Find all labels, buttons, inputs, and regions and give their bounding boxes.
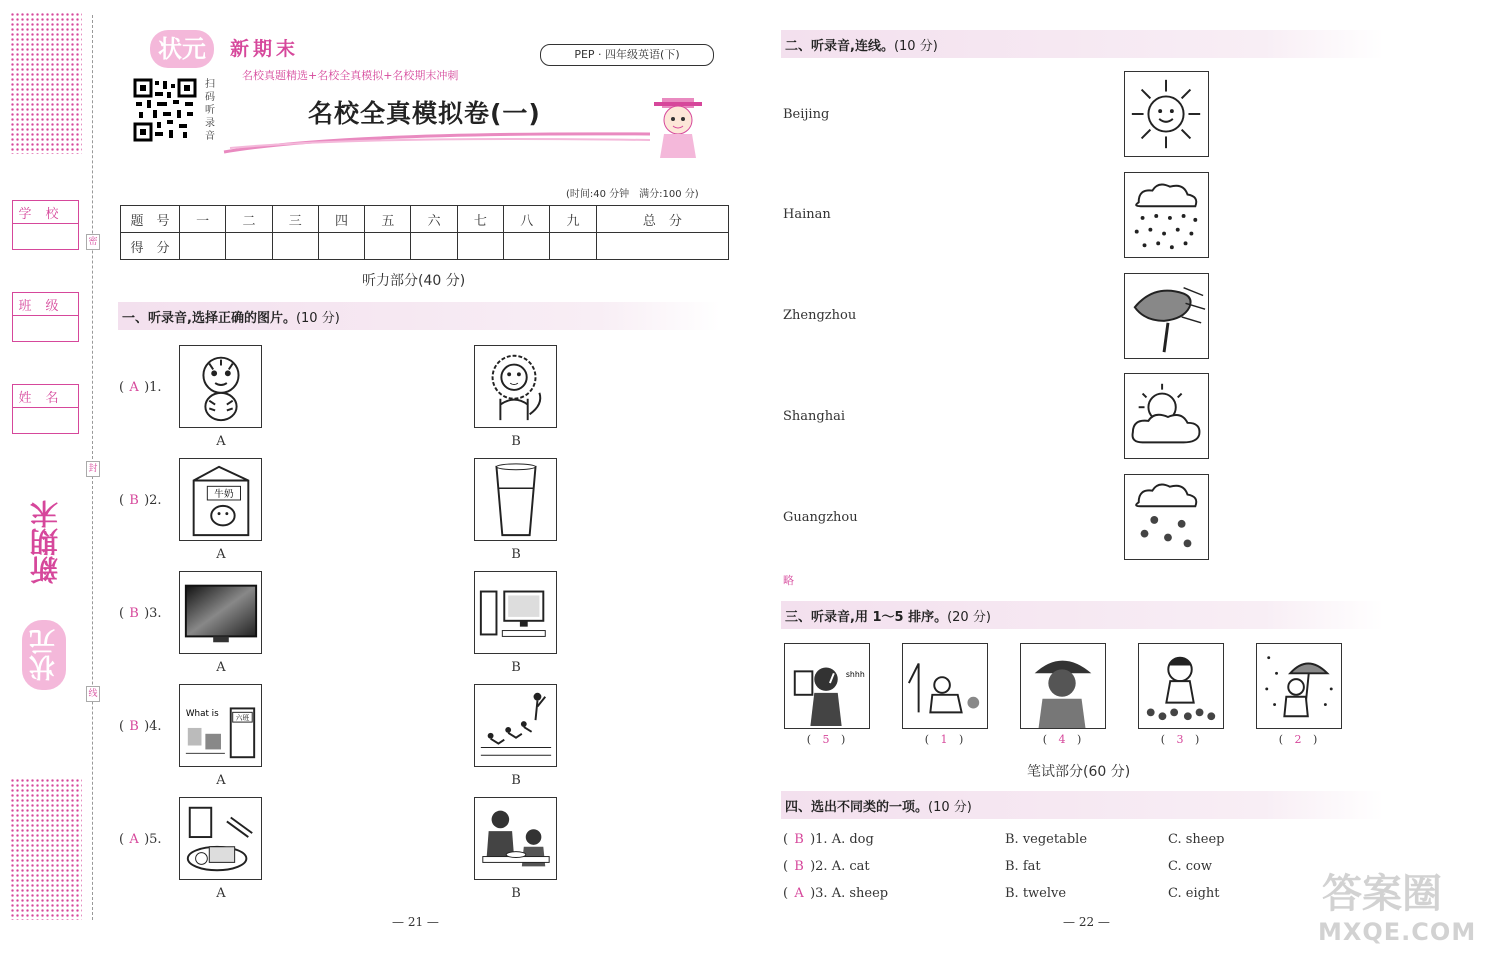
answer-mark: B (129, 719, 139, 734)
table-cell: 七 (457, 206, 503, 233)
milk-label: 牛奶 (214, 489, 234, 501)
option-c: C. sheep (1168, 832, 1225, 847)
school-field[interactable] (12, 200, 79, 250)
running-race-picture[interactable] (474, 684, 557, 767)
grade-badge: PEP · 四年级英语(下) (540, 44, 714, 66)
brand-logo: 状元 (150, 30, 214, 68)
girl-with-umbrella-picture[interactable] (1256, 643, 1342, 729)
title-swoosh (222, 126, 652, 156)
vertical-series-logo: 新期末 (29, 500, 62, 584)
family-dinner-picture[interactable] (474, 797, 557, 880)
option-label: A (216, 886, 226, 901)
option-c: C. eight (1168, 886, 1220, 901)
answer-mark: B (129, 493, 139, 508)
quiet-boy-picture[interactable] (784, 643, 870, 729)
seal-mark: 线 (86, 686, 100, 702)
question-3: ( B )3. (119, 606, 162, 621)
option-label: A (216, 773, 226, 788)
exam-title: 名校全真模拟卷(一) (308, 99, 541, 128)
windy-icon[interactable] (1124, 273, 1209, 359)
name-field[interactable] (12, 384, 79, 434)
section-2-header (781, 30, 1384, 58)
score-cell[interactable] (411, 233, 457, 260)
page-number-right: — 22 — (1063, 915, 1110, 929)
city-shanghai[interactable]: Shanghai (783, 409, 846, 424)
question-row: ( B )2. A. cat (783, 859, 870, 874)
school-label: 学校 (13, 201, 78, 224)
girl-in-garden-picture[interactable] (1138, 643, 1224, 729)
score-cell[interactable] (365, 233, 411, 260)
table-cell: 总 分 (596, 206, 728, 233)
option-b: B. twelve (1005, 886, 1067, 901)
option-label: B (511, 773, 521, 788)
classroom-picture[interactable] (179, 684, 262, 767)
answer-mark: B (794, 832, 804, 847)
question-row: ( A )3. A. sheep (783, 886, 889, 901)
answer-mark: A (794, 886, 804, 901)
section-points: (20 分) (947, 609, 991, 625)
sunny-icon[interactable] (1124, 71, 1209, 157)
qr-code-icon[interactable] (133, 78, 197, 142)
dot-pattern-bottom (10, 778, 82, 920)
city-zhengzhou[interactable]: Zhengzhou (783, 308, 857, 323)
answer-note: 略 (783, 574, 794, 587)
answer-mark: A (129, 380, 139, 395)
series-title: 新期末 (230, 38, 300, 60)
answer-mark: A (129, 832, 139, 847)
lion-picture[interactable] (474, 345, 557, 428)
question-1: ( A )1. (119, 380, 162, 395)
order-answer[interactable]: ( 4 ) (1042, 733, 1082, 746)
option-c: C. cow (1168, 859, 1212, 874)
seal-mark: 封 (86, 461, 100, 477)
rainy-icon[interactable] (1124, 172, 1209, 258)
table-cell: 八 (504, 206, 550, 233)
class-sign: 六班 (235, 714, 250, 723)
option-label: B (511, 660, 521, 675)
option-label: A (216, 434, 226, 449)
section-3-header (781, 601, 1384, 629)
score-cell[interactable] (226, 233, 272, 260)
breakfast-picture[interactable] (179, 797, 262, 880)
table-cell: 二 (226, 206, 272, 233)
score-cell[interactable] (550, 233, 596, 260)
question-4: ( B )4. (119, 719, 162, 734)
table-cell: 五 (365, 206, 411, 233)
whatis-label: What is (185, 709, 219, 720)
option-label: A (216, 660, 226, 675)
written-heading: 笔试部分(60 分) (1027, 764, 1131, 780)
score-cell[interactable] (596, 233, 728, 260)
milk-carton-picture[interactable] (179, 458, 262, 541)
class-label: 班级 (13, 293, 78, 316)
table-cell: 九 (550, 206, 596, 233)
boy-sleeping-picture[interactable] (902, 643, 988, 729)
city-hainan[interactable]: Hainan (783, 207, 831, 222)
glass-of-milk-picture[interactable] (474, 458, 557, 541)
section-4-header (781, 791, 1384, 819)
option-label: B (511, 886, 521, 901)
question-2: ( B )2. (119, 493, 162, 508)
order-answer[interactable]: ( 5 ) (806, 733, 846, 746)
section-title: 二、听录音,连线。 (785, 38, 894, 54)
answer-mark: B (129, 606, 139, 621)
section-1-header (118, 302, 720, 330)
question-row: ( B )1. A. dog (783, 832, 874, 847)
vertical-brand-logo: 状元 (22, 620, 66, 690)
page-number-left: — 21 — (392, 915, 439, 929)
table-cell: 得 分 (121, 233, 180, 260)
option-label: B (511, 434, 521, 449)
seal-mark: 密 (86, 234, 100, 250)
section-points: (10 分) (928, 799, 972, 815)
table-cell: 一 (180, 206, 226, 233)
snowy-icon[interactable] (1124, 474, 1209, 560)
city-beijing[interactable]: Beijing (783, 107, 830, 122)
cloudy-icon[interactable] (1124, 373, 1209, 459)
score-cell[interactable] (318, 233, 364, 260)
tiger-picture[interactable] (179, 345, 262, 428)
class-field[interactable] (12, 292, 79, 342)
table-cell: 三 (272, 206, 318, 233)
section-points: (10 分) (893, 38, 938, 54)
dot-pattern-top (10, 12, 82, 154)
shhh-text: shhh (845, 670, 865, 680)
score-cell[interactable] (180, 233, 226, 260)
score-table (120, 205, 729, 260)
listening-heading: 听力部分(40 分) (362, 273, 466, 289)
name-label: 姓名 (13, 385, 78, 408)
option-b: B. vegetable (1005, 832, 1088, 847)
answer-mark: B (794, 859, 804, 874)
table-cell: 四 (318, 206, 364, 233)
section-points: (10 分) (295, 310, 340, 326)
option-label: A (216, 547, 226, 562)
watermark-logo: 答案圈 (1322, 871, 1442, 917)
score-table-score-row (121, 233, 729, 260)
table-cell: 六 (411, 206, 457, 233)
score-cell[interactable] (504, 233, 550, 260)
score-cell[interactable] (272, 233, 318, 260)
qr-hint: 扫码听录音 (205, 79, 215, 142)
watermark-url: MXQE.COM (1318, 918, 1477, 946)
section-title: 四、选出不同类的一项。 (785, 799, 929, 815)
question-5: ( A )5. (119, 832, 162, 847)
city-guangzhou[interactable]: Guangzhou (783, 510, 858, 525)
order-answer[interactable]: ( 2 ) (1278, 733, 1318, 746)
computer-picture[interactable] (474, 571, 557, 654)
tagline: 名校真题精选+名校全真模拟+名校期末冲刺 (242, 69, 459, 82)
order-answer[interactable]: ( 1 ) (924, 733, 964, 746)
section-title: 三、听录音,用 1～5 排序。 (785, 609, 948, 625)
option-label: B (511, 547, 521, 562)
boy-with-watermelon-picture[interactable] (1020, 643, 1106, 729)
section-title: 一、听录音,选择正确的图片。 (122, 310, 296, 326)
score-cell[interactable] (457, 233, 503, 260)
time-info: (时间:40 分钟 满分:100 分) (566, 189, 699, 200)
scholar-mascot-icon (648, 94, 708, 160)
option-b: B. fat (1005, 859, 1041, 874)
order-answer[interactable]: ( 3 ) (1160, 733, 1200, 746)
tv-picture[interactable] (179, 571, 262, 654)
table-cell: 题 号 (121, 206, 180, 233)
score-table-header-row (121, 206, 729, 233)
